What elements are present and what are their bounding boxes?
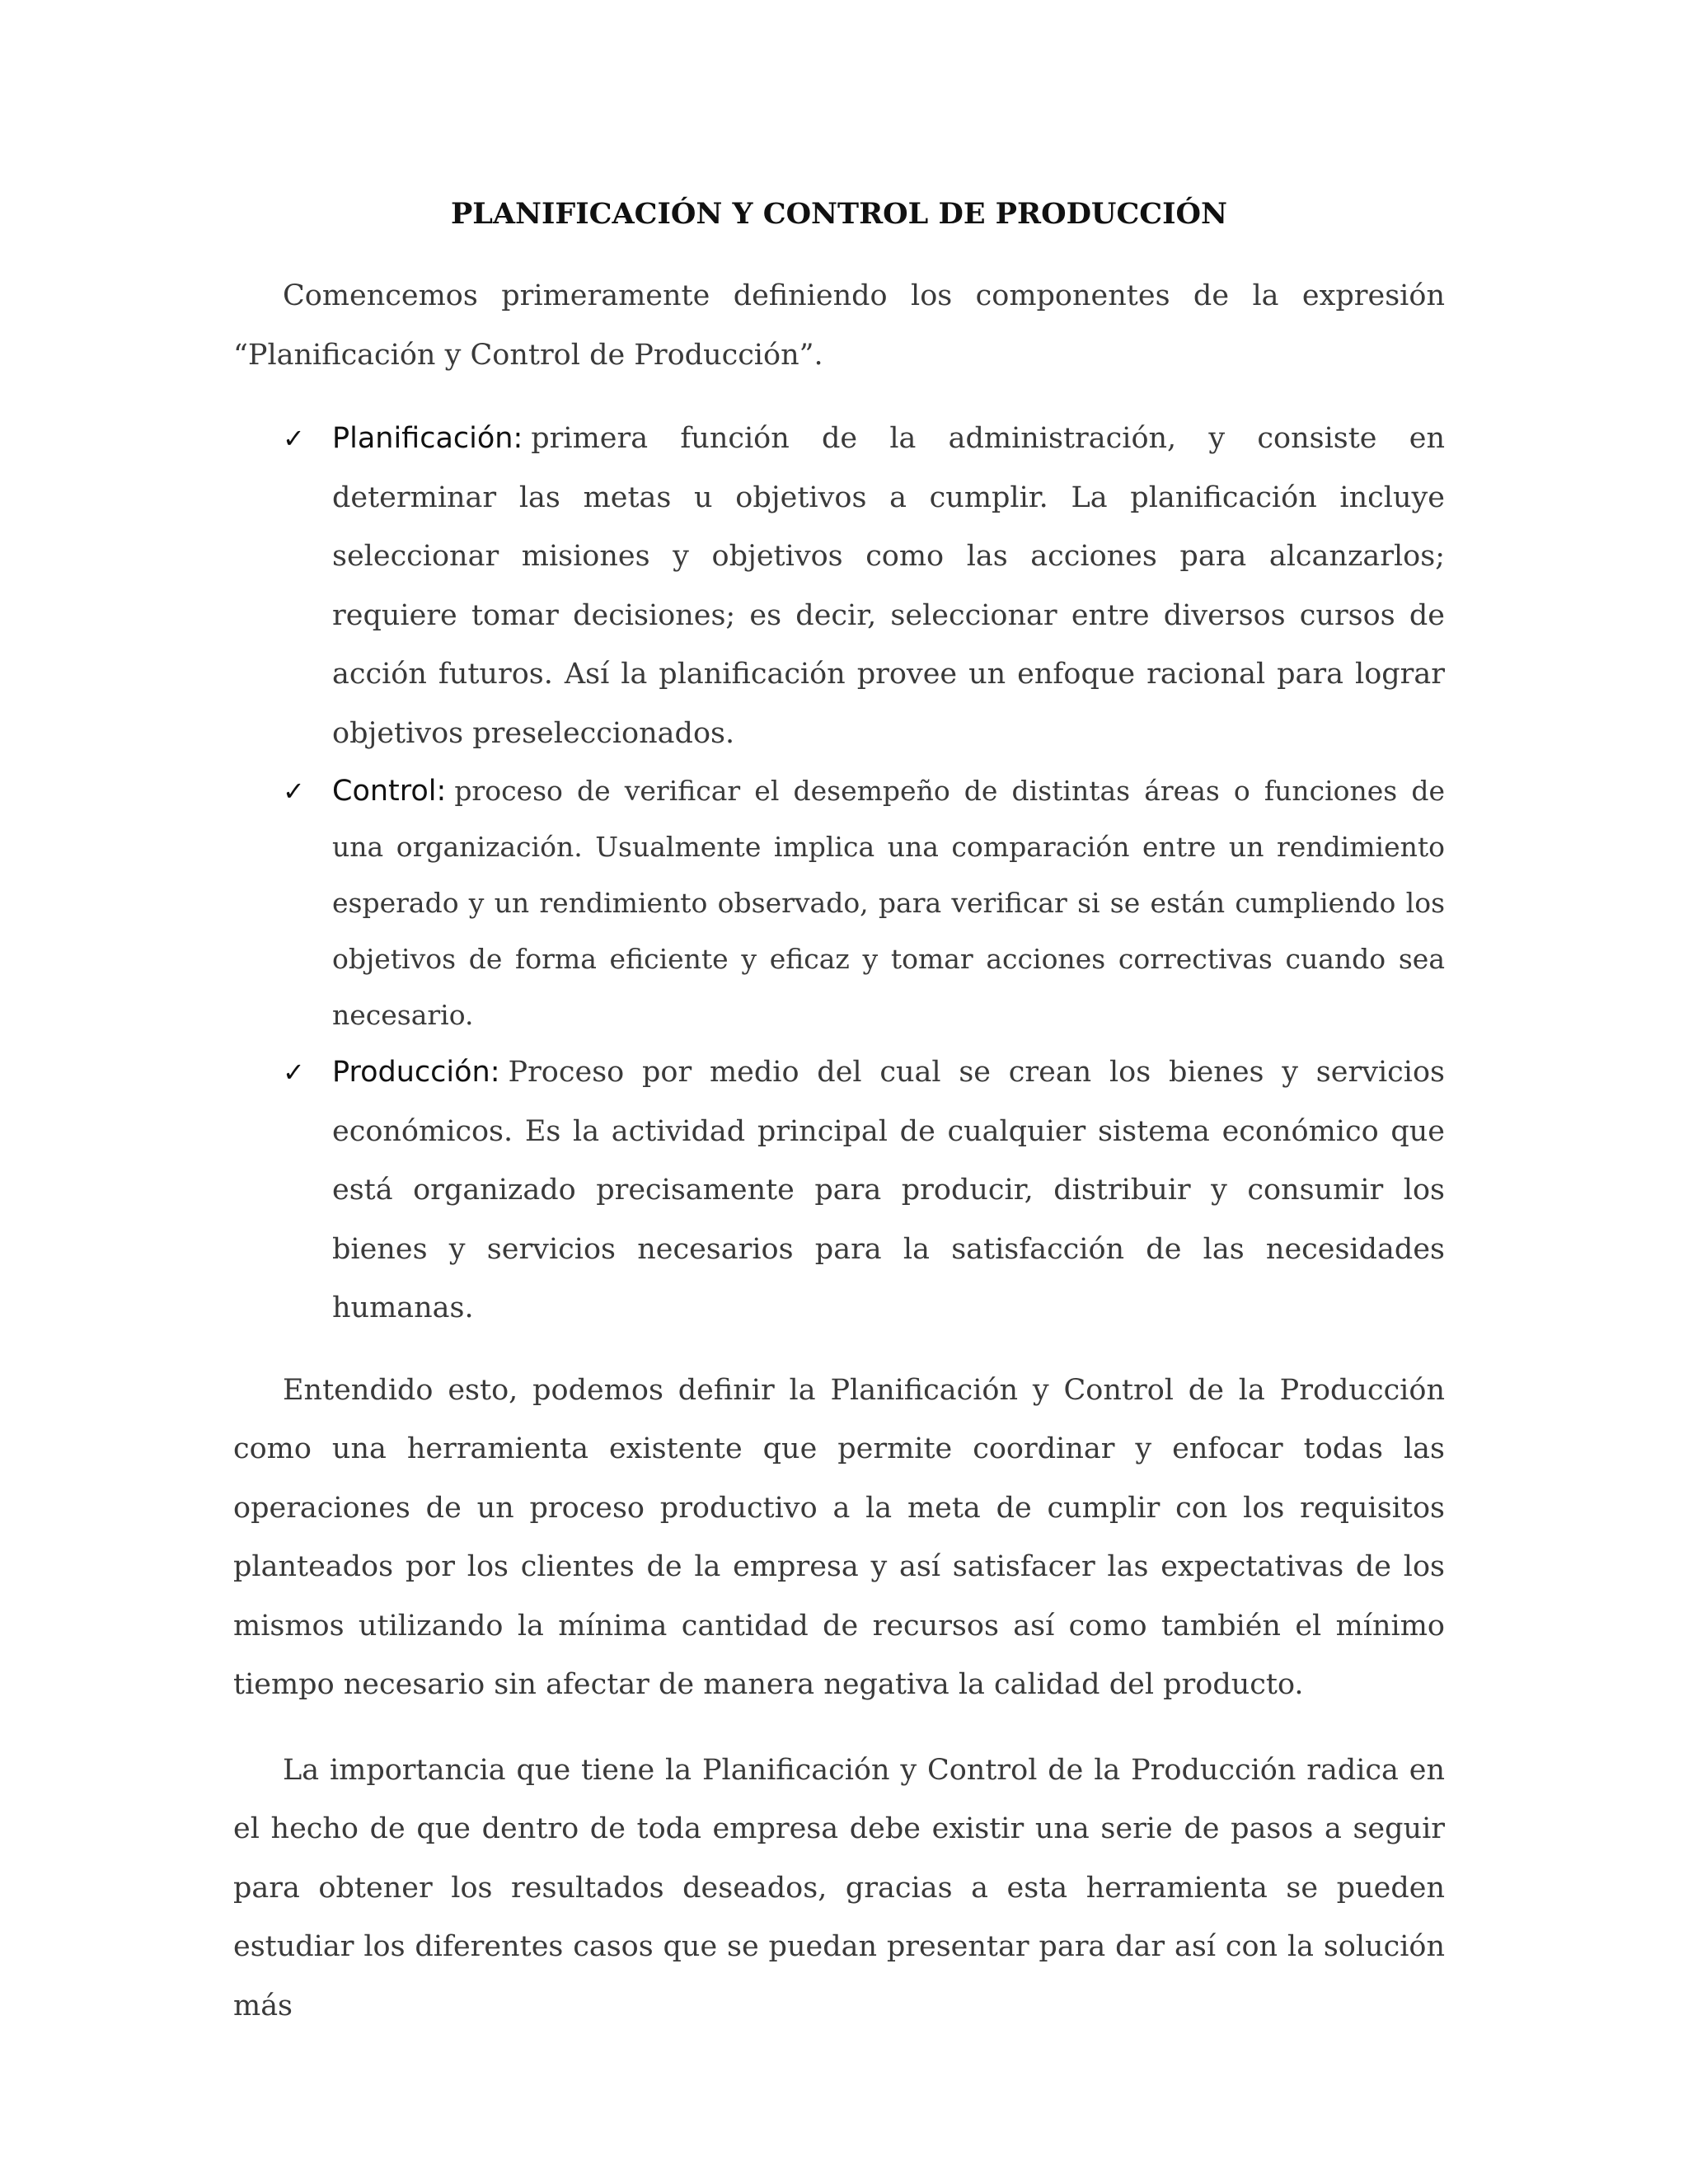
checkmark-icon: ✓ [283,423,305,454]
checkmark-icon: ✓ [283,1057,305,1088]
body-paragraph-importance: La importancia que tiene la Planificación y Control de la Producción radica en el hecho de que dentro de toda empresa debe existir una serie de pasos a seguir para obtener los resultados deseados, gracias a esta herramienta se pueden estudiar los diferentes casos que se puedan presentar para dar así con la solución más [233,1753,1445,2022]
definition-term: Producción: [332,1056,500,1089]
body-paragraph-definition: Entendido esto, podemos definir la Planificación y Control de la Producción como una herramienta existente que permite coordinar y enfocar todas las operaciones de un proceso productivo a la meta de cumplir con los requisitos planteados por los clientes de la empresa y así satisfacer las expectativas de los mismos utilizando la mínima cantidad de recursos así como también el mínimo tiempo necesario sin afectar de manera negativa la calidad del producto. [233,1373,1445,1701]
definition-item-control [233,763,1445,1043]
document-title: PLANIFICACIÓN Y CONTROL DE PRODUCCIÓN [450,197,1228,231]
document-page [233,190,1445,2036]
definition-text: primera función de la administración, y consiste en determinar las metas u objetivos a cumplir. La planificación incluye seleccionar misiones y objetivos como las acciones para alcanzarlos; requiere tomar decisiones; es decir, seleccionar entre diversos cursos de acción futuros. Así la planificación provee un enfoque racional para lograr objetivos preseleccionados. [332,422,1445,750]
definition-item-produccion [233,1043,1445,1338]
definition-text: Proceso por medio del cual se crean los bienes y servicios económicos. Es la actividad principal de cualquier sistema económico que está organizado precisamente para producir, distribuir y consumir los bienes y servicios necesarios para la satisfacción de las necesidades humanas. [332,1056,1445,1324]
definitions-list [233,410,1445,1338]
definition-term: Control: [332,775,447,808]
definition-term: Planificación: [332,422,523,455]
definition-text: proceso de verificar el desempeño de distintas áreas o funciones de una organización. Usualmente implica una comparación entre un rendimiento esperado y un rendimiento observado, para verificar si se están cumpliendo los objetivos de forma eficiente y eficaz y tomar acciones correctivas cuando sea necesario. [332,775,1445,1031]
checkmark-icon: ✓ [283,776,305,807]
intro-paragraph: Comencemos primeramente definiendo los componentes de la expresión “Planificación y Control de Producción”. [233,279,1445,372]
definition-item-planificacion [233,410,1445,763]
